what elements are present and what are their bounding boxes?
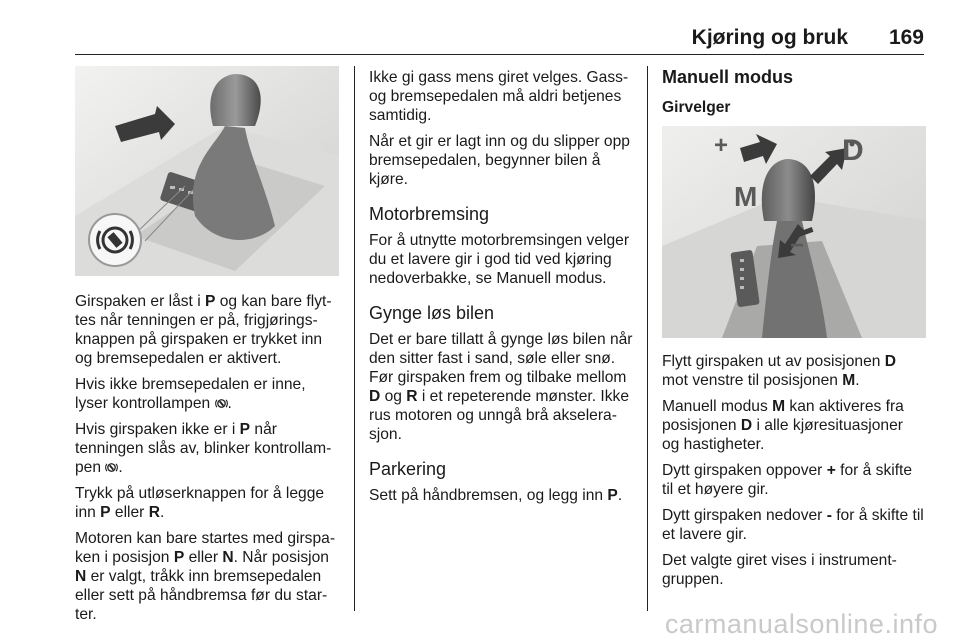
paragraph-move-to-m: Flytt girspaken ut av posisjonen D mot venstre til posisjonen M. (662, 353, 897, 389)
paragraph-brake-lamp: Hvis ikke bremsepedalen er inne, lyser kontrollampen . (75, 376, 306, 412)
paragraph-shift-down: Dytt girspaken nedover - for å skifte til et lavere gir. (662, 507, 924, 543)
paragraph-lever-locked: Girspaken er låst i P og kan bare flyt- tes når tenningen er på, frigjørings- knappen på girspaken er trykket inn og bremsepedalen er aktivert. (75, 293, 332, 367)
watermark: carmanualsonline.info (664, 609, 938, 639)
heading-parkering: Parkering (369, 459, 447, 479)
gear-lever-illustration (75, 66, 339, 276)
heading-motorbremsing: Motorbremsing (369, 204, 490, 224)
brake-warning-lamp-icon (105, 461, 118, 474)
manual-label: M (734, 181, 758, 212)
paragraph-lamp-flashes: Hvis girspaken ikke er i P når tenningen slås av, blinker kontrollam- pen . (75, 421, 332, 476)
column-divider-1 (354, 66, 355, 611)
header-rule (75, 54, 924, 55)
paragraph-engine-braking: For å utnytte motorbremsingen velger du et lavere gir i god tid ved kjøring nedoverbakke, se Manuell modus. (369, 232, 630, 287)
heading-girvelger: Girvelger (662, 99, 731, 116)
paragraph-release-button: Trykk på utløserknappen for å legge inn P eller R. (75, 485, 325, 521)
column-3 (662, 66, 932, 133)
column-1 (75, 292, 347, 631)
column-2 (369, 68, 641, 512)
brake-warning-lamp-icon (215, 397, 228, 410)
page-number: 169 (888, 26, 924, 49)
paragraph-engine-start: Motoren kan bare startes med girspa- ken i posisjon P eller N. Når posisjon N er valgt, tråkk inn bremsepedalen eller sett på håndbremsa før du star- ter. (75, 530, 336, 623)
drive-label: D (842, 134, 864, 167)
paragraph-manual-activate: Manuell modus M kan aktiveres fra posisjonen D i alle kjøresituasjoner og hastigheter. (662, 398, 904, 453)
plus-label: + (714, 132, 729, 159)
heading-gynge-los: Gynge løs bilen (369, 303, 495, 323)
paragraph-shift-up: Dytt girspaken oppover + for å skifte til et høyere gir. (662, 462, 913, 498)
page-header (0, 0, 960, 56)
column-divider-2 (647, 66, 648, 611)
paragraph-gear-display: Det valgte giret vises i instrument- gruppen. (662, 552, 897, 588)
paragraph-rocking: Det er bare tillatt å gynge løs bilen når den sitter fast i sand, søle eller snø. Før girspaken frem og tilbake mellom D og R i et repeterende mønster. Ikke rus motoren og unngå brå akselera- sjon. (369, 331, 633, 443)
manual-mode-illustration (662, 126, 926, 338)
column-3-text (662, 352, 934, 596)
chapter-title: Kjøring og bruk (691, 26, 848, 49)
heading-manuell-modus: Manuell modus (662, 67, 794, 87)
minus-label: − (790, 232, 805, 259)
paragraph-parking: Sett på håndbremsen, og legg inn P. (369, 487, 623, 504)
paragraph-no-gas: Ikke gi gass mens giret velges. Gass- og bremsepedalen må aldri betjenes samtidig. (369, 69, 629, 124)
paragraph-release-brake: Når et gir er lagt inn og du slipper opp bremsepedalen, begynner bilen å kjøre. (369, 133, 630, 188)
